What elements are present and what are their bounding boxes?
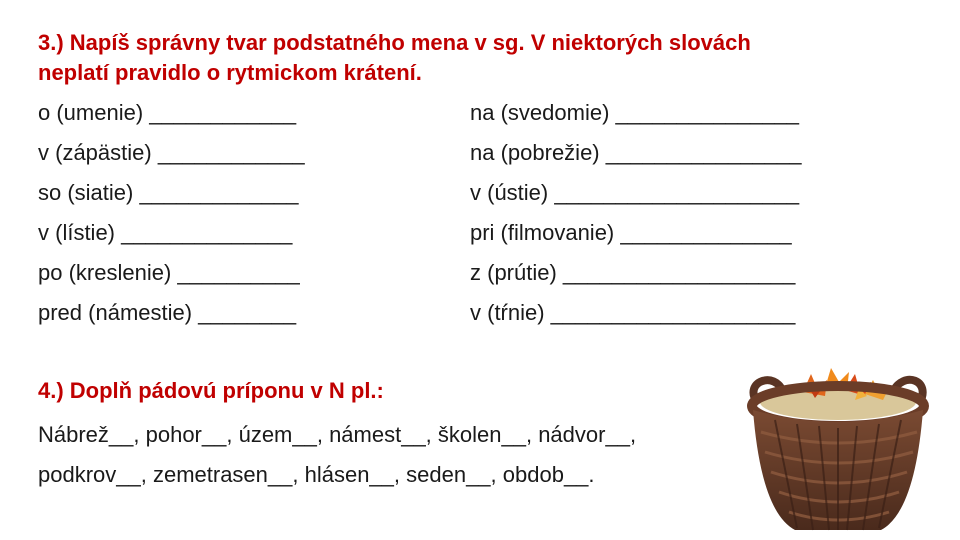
fill-in-item: v (zápästie) ____________ (38, 140, 305, 165)
fill-in-item: so (siatie) _____________ (38, 180, 299, 205)
fill-in-item: na (pobrežie) ________________ (470, 140, 802, 165)
exercise-3-title-line-1: 3.) Napíš správny tvar podstatného mena v sg. V niektorých slovách (38, 30, 751, 55)
fill-in-item: po (kreslenie) __________ (38, 260, 300, 285)
exercise-4-line-1: Nábrež__, pohor__, územ__, námest__, školen__, nádvor__, (38, 422, 637, 447)
wicker-basket-with-autumn-leaves-icon (735, 362, 940, 540)
exercise-4-line-2: podkrov__, zemetrasen__, hlásen__, seden__, obdob__. (38, 462, 595, 487)
fill-in-item: v (tŕnie) ____________________ (470, 300, 796, 325)
fill-in-item: pri (filmovanie) ______________ (470, 220, 792, 245)
exercise-3-title-line-2: neplatí pravidlo o rytmickom krátení. (38, 60, 422, 85)
fill-in-item: o (umenie) ____________ (38, 100, 297, 125)
fill-in-item: v (lístie) ______________ (38, 220, 293, 245)
fill-in-item: v (ústie) ____________________ (470, 180, 800, 205)
fill-in-item: z (prútie) ___________________ (470, 260, 796, 285)
fill-in-item: na (svedomie) _______________ (470, 100, 800, 125)
exercise-4-heading: 4.) Doplň pádovú príponu v N pl.: (38, 378, 384, 403)
fill-in-item: pred (námestie) ________ (38, 300, 297, 325)
exercise-3-heading (38, 28, 751, 88)
